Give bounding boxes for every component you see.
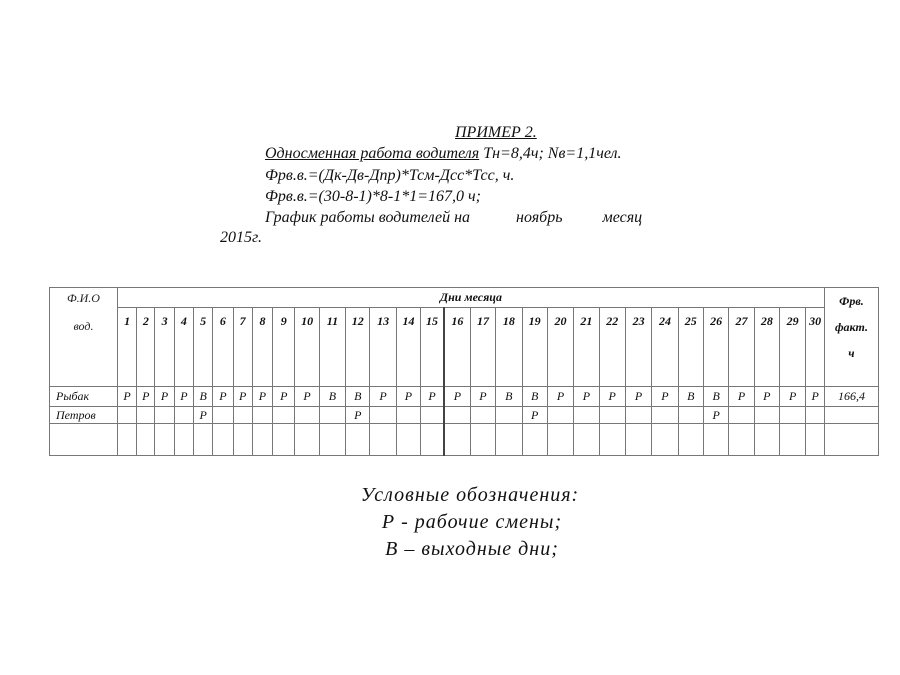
- frv-unit-label: ч: [848, 346, 855, 360]
- shift-cell: [547, 424, 573, 456]
- shift-cell: [780, 424, 806, 456]
- day-number: 17: [470, 308, 495, 387]
- shift-cell: [806, 424, 825, 456]
- shift-cell: В: [319, 387, 345, 407]
- day-number: 16: [444, 308, 470, 387]
- shift-cell: [319, 407, 345, 424]
- shift-cell: В: [346, 387, 370, 407]
- shift-cell: Р: [652, 387, 678, 407]
- day-number: 12: [346, 308, 370, 387]
- day-number: 4: [174, 308, 193, 387]
- day-number: 22: [599, 308, 625, 387]
- schedule-month-word: месяц: [602, 209, 643, 226]
- shift-cell: [599, 407, 625, 424]
- shift-cell: Р: [703, 407, 728, 424]
- legend-day-off: В – выходные дни;: [385, 538, 559, 560]
- day-number: 6: [213, 308, 233, 387]
- shift-cell: [370, 407, 396, 424]
- shift-cell: [754, 407, 779, 424]
- shift-cell: [703, 424, 728, 456]
- table-row: [50, 424, 879, 456]
- day-number: 19: [522, 308, 547, 387]
- schedule-caption: [265, 209, 642, 227]
- table-row: [50, 387, 879, 407]
- shift-cell: В: [678, 387, 703, 407]
- shift-cell: Р: [252, 387, 272, 407]
- shift-cell: [444, 424, 470, 456]
- shift-cell: [295, 407, 319, 424]
- day-number: 28: [754, 308, 779, 387]
- shift-cell: [319, 424, 345, 456]
- shift-cell: [444, 407, 470, 424]
- shift-cell: Р: [625, 387, 651, 407]
- table-header-row: [50, 288, 879, 308]
- shift-cell: Р: [155, 387, 174, 407]
- shift-cell: Р: [754, 387, 779, 407]
- shift-cell: Р: [547, 387, 573, 407]
- document-header: [0, 0, 900, 260]
- shift-cell: [625, 407, 651, 424]
- table-row: [50, 407, 879, 424]
- shift-cell: [174, 407, 193, 424]
- schedule-table: [49, 287, 879, 456]
- day-number: 30: [806, 308, 825, 387]
- shift-cell: Р: [370, 387, 396, 407]
- day-number: 11: [319, 308, 345, 387]
- legend-work-shift: Р - рабочие смены;: [381, 511, 563, 533]
- shift-cell: [295, 424, 319, 456]
- day-number: 3: [155, 308, 174, 387]
- shift-work-params: Тн=8,4ч; Nв=1,1чел.: [479, 145, 622, 162]
- shift-cell: Р: [233, 387, 252, 407]
- day-numbers-row: [50, 308, 879, 387]
- shift-cell: Р: [295, 387, 319, 407]
- shift-cell: Р: [599, 387, 625, 407]
- shift-cell: Р: [137, 387, 155, 407]
- shift-cell: [806, 407, 825, 424]
- shift-cell: [370, 424, 396, 456]
- shift-cell: [233, 407, 252, 424]
- shift-cell: [421, 407, 444, 424]
- shift-cell: [522, 424, 547, 456]
- driver-name: [50, 424, 118, 456]
- shift-cell: Р: [729, 387, 754, 407]
- shift-cell: [754, 424, 779, 456]
- shift-cell: [625, 424, 651, 456]
- shift-cell: [652, 407, 678, 424]
- day-number: 24: [652, 308, 678, 387]
- schedule-year: 2015г.: [220, 229, 263, 246]
- shift-cell: [252, 407, 272, 424]
- shift-cell: [273, 424, 295, 456]
- driver-name: Рыбак: [50, 387, 118, 407]
- shift-cell: [496, 407, 522, 424]
- day-number: 26: [703, 308, 728, 387]
- day-number: 9: [273, 308, 295, 387]
- day-number: 7: [233, 308, 252, 387]
- shift-cell: [599, 424, 625, 456]
- frv-label: Фрв.: [839, 294, 864, 308]
- shift-cell: [729, 424, 754, 456]
- shift-cell: Р: [396, 387, 420, 407]
- formula-line: Фрв.в.=(Дк-Дв-Дпр)*Тсм-Дсс*Тсс, ч.: [265, 167, 515, 184]
- frv-fact-header: [824, 288, 878, 387]
- shift-cell: В: [496, 387, 522, 407]
- shift-cell: Р: [522, 407, 547, 424]
- shift-cell: [155, 407, 174, 424]
- driver-name: Петров: [50, 407, 118, 424]
- schedule-caption-text: График работы водителей на: [265, 209, 471, 226]
- shift-cell: [470, 424, 495, 456]
- shift-cell: [496, 424, 522, 456]
- shift-cell: [652, 424, 678, 456]
- day-number: 5: [194, 308, 213, 387]
- day-number: 15: [421, 308, 444, 387]
- shift-cell: Р: [117, 387, 136, 407]
- shift-cell: Р: [806, 387, 825, 407]
- fio-header: [50, 288, 118, 387]
- shift-work-line: [265, 145, 622, 163]
- shift-cell: [396, 424, 420, 456]
- shift-cell: Р: [421, 387, 444, 407]
- shift-cell: [729, 407, 754, 424]
- days-header: Дни месяца: [117, 288, 824, 308]
- shift-work-label: Односменная работа водителя: [265, 145, 480, 162]
- day-number: 13: [370, 308, 396, 387]
- legend-title: Условные обозначения:: [360, 484, 580, 506]
- shift-cell: [233, 424, 252, 456]
- shift-cell: [678, 424, 703, 456]
- day-number: 2: [137, 308, 155, 387]
- day-number: 18: [496, 308, 522, 387]
- shift-cell: [574, 424, 599, 456]
- shift-cell: [273, 407, 295, 424]
- shift-cell: [574, 407, 599, 424]
- shift-cell: [252, 424, 272, 456]
- day-number: 27: [729, 308, 754, 387]
- shift-cell: [194, 424, 213, 456]
- fio-label: Ф.И.О: [66, 291, 100, 305]
- shift-cell: [155, 424, 174, 456]
- shift-cell: [346, 424, 370, 456]
- day-number: 20: [547, 308, 573, 387]
- shift-cell: [117, 424, 136, 456]
- shift-cell: [470, 407, 495, 424]
- legend: [0, 482, 900, 563]
- shift-cell: Р: [470, 387, 495, 407]
- day-number: 14: [396, 308, 420, 387]
- shift-cell: Р: [346, 407, 370, 424]
- day-number: 29: [780, 308, 806, 387]
- frv-fact-value: [824, 407, 878, 424]
- shift-cell: Р: [273, 387, 295, 407]
- shift-cell: [117, 407, 136, 424]
- shift-cell: [780, 407, 806, 424]
- day-number: 10: [295, 308, 319, 387]
- day-number: 21: [574, 308, 599, 387]
- shift-cell: В: [703, 387, 728, 407]
- shift-cell: [213, 424, 233, 456]
- shift-cell: [137, 407, 155, 424]
- day-number: 8: [252, 308, 272, 387]
- shift-cell: Р: [574, 387, 599, 407]
- day-number: 23: [625, 308, 651, 387]
- example-title: ПРИМЕР 2.: [455, 124, 537, 141]
- shift-cell: Р: [444, 387, 470, 407]
- shift-cell: Р: [174, 387, 193, 407]
- calculation-line: Фрв.в.=(30-8-1)*8-1*1=167,0 ч;: [265, 188, 481, 205]
- frv-fact-value: [824, 424, 878, 456]
- shift-cell: [396, 407, 420, 424]
- shift-cell: [421, 424, 444, 456]
- shift-cell: [547, 407, 573, 424]
- day-number: 1: [117, 308, 136, 387]
- schedule-month: ноябрь: [516, 209, 563, 226]
- shift-cell: Р: [213, 387, 233, 407]
- frv-fact-label: факт.: [834, 320, 868, 334]
- frv-fact-value: 166,4: [824, 387, 878, 407]
- shift-cell: Р: [194, 407, 213, 424]
- shift-cell: [137, 424, 155, 456]
- shift-cell: [678, 407, 703, 424]
- driver-label: вод.: [73, 319, 94, 333]
- shift-cell: В: [522, 387, 547, 407]
- shift-cell: Р: [780, 387, 806, 407]
- shift-cell: В: [194, 387, 213, 407]
- shift-cell: [213, 407, 233, 424]
- day-number: 25: [678, 308, 703, 387]
- shift-cell: [174, 424, 193, 456]
